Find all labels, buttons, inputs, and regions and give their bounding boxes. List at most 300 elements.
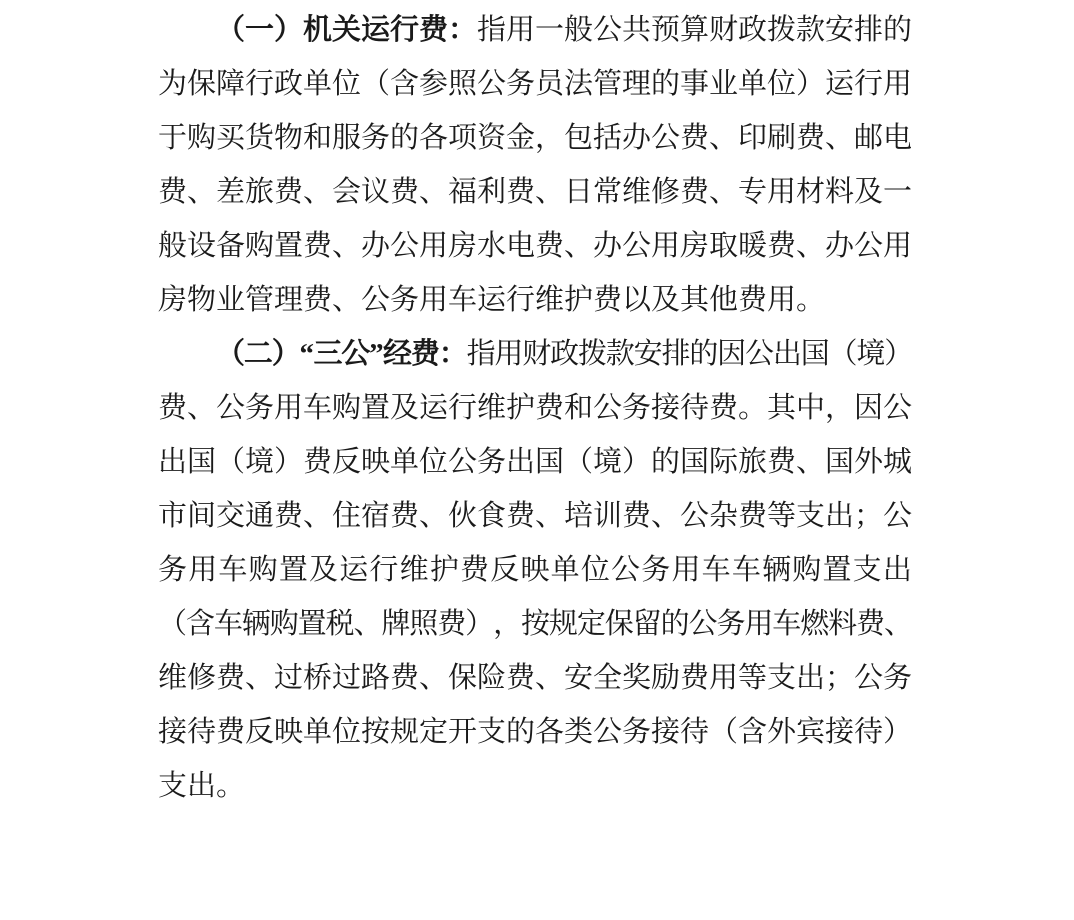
- body-char: 排: [661, 338, 691, 370]
- body-char: 保: [187, 68, 217, 100]
- body-char: 预: [651, 14, 681, 46]
- body-char: 公: [745, 338, 775, 370]
- body-char: ）: [274, 446, 304, 478]
- body-char: 刷: [767, 122, 797, 154]
- heading-char: ：: [438, 338, 468, 370]
- body-char: 辆: [241, 608, 271, 640]
- body-char: 费: [437, 608, 467, 640]
- body-char: 市: [158, 500, 188, 532]
- body-char: 辆: [762, 554, 792, 586]
- body-char: 接: [158, 716, 188, 748]
- body-char: 境: [856, 338, 886, 370]
- body-char: 过: [274, 662, 304, 694]
- body-char: 车: [731, 554, 761, 586]
- body-char: 公: [448, 446, 478, 478]
- body-char: （: [361, 68, 391, 100]
- body-char: 单: [738, 68, 768, 100]
- body-char: ，: [493, 608, 523, 640]
- body-char: 材: [796, 176, 826, 208]
- body-char: 、: [419, 500, 449, 532]
- body-char: 位: [332, 68, 362, 100]
- body-char: 险: [477, 662, 507, 694]
- body-char: 、: [709, 176, 739, 208]
- body-char: 旅: [245, 176, 275, 208]
- body-char: （: [709, 716, 739, 748]
- body-char: 及: [390, 392, 420, 424]
- body-char: ）: [622, 446, 652, 478]
- body-char: 政: [274, 68, 304, 100]
- body-char: 设: [187, 230, 217, 262]
- body-char: 运: [339, 554, 369, 586]
- body-char: 财: [522, 338, 552, 370]
- body-char: 费: [767, 446, 797, 478]
- body-char: 单: [550, 554, 580, 586]
- body-char: 置: [822, 554, 852, 586]
- body-char: 置: [297, 608, 327, 640]
- body-char: 反: [332, 446, 362, 478]
- body-char: 出: [158, 446, 188, 478]
- body-char: 费: [767, 230, 797, 262]
- body-char: 城: [883, 446, 913, 478]
- body-char: 、: [535, 500, 565, 532]
- body-char: 参: [419, 68, 449, 100]
- body-char: 用: [744, 608, 774, 640]
- body-char: 维: [622, 176, 652, 208]
- body-char: 训: [593, 500, 623, 532]
- body-char: 安: [633, 338, 663, 370]
- body-char: 用: [651, 230, 681, 262]
- body-char: 牌: [381, 608, 411, 640]
- body-char: 交: [216, 500, 246, 532]
- body-char: 路: [361, 662, 391, 694]
- body-char: 待: [854, 716, 884, 748]
- body-char: 国: [825, 446, 855, 478]
- body-char: 公: [680, 500, 710, 532]
- body-char: 物: [274, 122, 304, 154]
- body-char: 旅: [738, 446, 768, 478]
- body-char: 指: [466, 338, 496, 370]
- heading-char: 机: [303, 14, 333, 46]
- body-char: 维: [477, 392, 507, 424]
- body-char: 保: [448, 662, 478, 694]
- heading-char: ”: [369, 338, 384, 370]
- body-char: 费: [856, 608, 886, 640]
- body-char: 位: [767, 68, 797, 100]
- body-char: 费: [738, 500, 768, 532]
- body-char: 员: [535, 68, 565, 100]
- body-char: 一: [883, 176, 913, 208]
- text-line-p1-4: [158, 165, 912, 219]
- body-char: 费: [390, 500, 420, 532]
- heading-char: 一: [245, 14, 275, 46]
- body-char: 置: [274, 230, 304, 262]
- body-char: 公: [216, 392, 246, 424]
- body-char: 置: [278, 554, 308, 586]
- body-text: 房物业管理费、公务用车运行维护费以及其他费用。: [158, 284, 826, 316]
- body-char: 外: [854, 446, 884, 478]
- body-char: 支: [477, 716, 507, 748]
- body-char: ）: [796, 68, 826, 100]
- body-char: ）: [884, 338, 914, 370]
- body-char: 、: [564, 230, 594, 262]
- body-char: （: [564, 446, 594, 478]
- body-char: 、: [303, 500, 333, 532]
- body-char: 规: [390, 716, 420, 748]
- body-char: 公: [593, 392, 623, 424]
- body-char: 定: [419, 716, 449, 748]
- body-char: 理: [622, 68, 652, 100]
- body-char: 行: [245, 68, 275, 100]
- body-char: 费: [460, 554, 490, 586]
- body-char: 料: [825, 176, 855, 208]
- body-char: 邮: [854, 122, 884, 154]
- heading-char: （: [216, 14, 246, 46]
- body-char: 车: [213, 608, 243, 640]
- body-char: 公: [622, 230, 652, 262]
- body-char: 暖: [738, 230, 768, 262]
- body-char: 项: [448, 122, 478, 154]
- body-char: 伙: [448, 500, 478, 532]
- body-char: 服: [332, 122, 362, 154]
- body-char: 照: [409, 608, 439, 640]
- body-char: ；: [825, 662, 855, 694]
- body-char: 、: [535, 662, 565, 694]
- body-char: 境: [245, 446, 275, 478]
- body-char: 公: [688, 608, 718, 640]
- body-char: 公: [477, 68, 507, 100]
- body-char: 取: [709, 230, 739, 262]
- heading-char: 经: [383, 338, 413, 370]
- body-char: 印: [738, 122, 768, 154]
- body-char: 置: [361, 392, 391, 424]
- body-char: 算: [680, 14, 710, 46]
- body-char: 务: [641, 554, 671, 586]
- text-line-p2-9: [158, 759, 912, 813]
- body-char: 费: [796, 122, 826, 154]
- body-char: 、: [883, 608, 913, 640]
- body-char: 励: [651, 662, 681, 694]
- text-line-p1-3: [158, 111, 912, 165]
- body-char: 务: [477, 446, 507, 478]
- paragraph-indent: [158, 3, 216, 4]
- heading-char: ：: [448, 14, 478, 46]
- body-char: 出: [506, 446, 536, 478]
- body-char: 的: [689, 338, 719, 370]
- body-char: 备: [216, 230, 246, 262]
- body-char: 公: [593, 716, 623, 748]
- body-char: 其: [767, 392, 797, 424]
- body-char: 包: [564, 122, 594, 154]
- body-char: 费: [274, 176, 304, 208]
- body-char: 各: [419, 122, 449, 154]
- body-char: 宿: [361, 500, 391, 532]
- body-char: 务: [158, 554, 188, 586]
- body-char: 水: [477, 230, 507, 262]
- text-line-p1-5: [158, 219, 912, 273]
- body-char: 福: [448, 176, 478, 208]
- body-char: 办: [825, 230, 855, 262]
- body-char: 桥: [303, 662, 333, 694]
- body-char: 务: [622, 392, 652, 424]
- body-char: 日: [564, 176, 594, 208]
- body-char: 奖: [622, 662, 652, 694]
- body-char: 购: [187, 122, 217, 154]
- body-char: ）: [883, 716, 913, 748]
- body-char: 法: [564, 68, 594, 100]
- body-char: 用: [671, 554, 701, 586]
- body-char: 用: [274, 392, 304, 424]
- body-char: 公: [651, 122, 681, 154]
- body-char: 培: [564, 500, 594, 532]
- body-char: 指: [477, 14, 507, 46]
- body-char: 住: [332, 500, 362, 532]
- heading-char: 二: [243, 338, 273, 370]
- body-char: 、: [419, 176, 449, 208]
- body-char: 资: [477, 122, 507, 154]
- body-char: 公: [390, 230, 420, 262]
- body-char: 务: [716, 608, 746, 640]
- body-char: 务: [883, 662, 913, 694]
- heading-char: ）: [274, 14, 304, 46]
- body-char: 车: [218, 554, 248, 586]
- body-char: 外: [767, 716, 797, 748]
- body-char: 境: [593, 446, 623, 478]
- body-char: 般: [158, 230, 188, 262]
- body-char: 用: [188, 554, 218, 586]
- body-char: 国: [800, 338, 830, 370]
- body-char: 政: [550, 338, 580, 370]
- body-char: 、: [796, 446, 826, 478]
- body-char: 公: [611, 554, 641, 586]
- heading-char: 费: [410, 338, 440, 370]
- body-char: ；: [854, 500, 884, 532]
- body-char: 费: [680, 176, 710, 208]
- body-char: 公: [883, 392, 913, 424]
- body-char: 管: [593, 68, 623, 100]
- body-char: 用: [883, 230, 913, 262]
- text-line-p1-6: [158, 273, 912, 327]
- heading-char: 关: [332, 14, 362, 46]
- body-char: 购: [269, 608, 299, 640]
- text-line-p2-5: [158, 543, 912, 597]
- text-line-p2-2: [158, 381, 912, 435]
- body-char: 单: [303, 68, 333, 100]
- body-char: 映: [274, 716, 304, 748]
- body-char: 待: [680, 392, 710, 424]
- body-char: 办: [622, 122, 652, 154]
- body-char: 费: [680, 122, 710, 154]
- body-char: 开: [448, 716, 478, 748]
- body-char: 和: [303, 122, 333, 154]
- body-char: 公: [854, 230, 884, 262]
- body-char: 等: [767, 500, 797, 532]
- body-char: 中: [796, 392, 826, 424]
- body-char: 般: [564, 14, 594, 46]
- body-char: 买: [216, 122, 246, 154]
- body-char: 务: [245, 392, 275, 424]
- body-char: 和: [564, 392, 594, 424]
- body-char: 款: [605, 338, 635, 370]
- body-char: 位: [332, 716, 362, 748]
- body-char: 务: [361, 122, 391, 154]
- body-char: 修: [651, 176, 681, 208]
- body-char: 定: [576, 608, 606, 640]
- body-char: 房: [448, 230, 478, 262]
- body-char: 财: [709, 14, 739, 46]
- body-char: 用: [419, 230, 449, 262]
- body-char: 房: [680, 230, 710, 262]
- body-char: 事: [680, 68, 710, 100]
- heading-char: 公: [341, 338, 371, 370]
- body-char: 接: [825, 716, 855, 748]
- body-char: 料: [828, 608, 858, 640]
- body-char: 、: [419, 662, 449, 694]
- text-line-p1-1: [158, 3, 912, 57]
- text-line-p2-8: [158, 705, 912, 759]
- body-char: 费: [709, 392, 739, 424]
- body-char: 费: [303, 446, 333, 478]
- body-char: 杂: [709, 500, 739, 532]
- heading-char: 行: [390, 14, 420, 46]
- body-char: 务: [506, 68, 536, 100]
- body-char: 公: [854, 662, 884, 694]
- body-char: 差: [216, 176, 246, 208]
- body-char: 含: [738, 716, 768, 748]
- body-char: 费: [216, 716, 246, 748]
- body-char: 行: [448, 392, 478, 424]
- body-char: 行: [369, 554, 399, 586]
- document-text-block: [158, 3, 912, 813]
- body-char: 费: [506, 176, 536, 208]
- body-char: 燃: [800, 608, 830, 640]
- body-char: 货: [245, 122, 275, 154]
- body-char: 际: [709, 446, 739, 478]
- body-char: 电: [506, 230, 536, 262]
- body-char: 用: [767, 176, 797, 208]
- body-char: 维: [158, 662, 188, 694]
- body-char: 、: [796, 230, 826, 262]
- body-char: 议: [361, 176, 391, 208]
- body-char: 的: [660, 608, 690, 640]
- body-char: 、: [535, 176, 565, 208]
- body-char: 费: [390, 662, 420, 694]
- body-char: 、: [353, 608, 383, 640]
- body-char: 护: [429, 554, 459, 586]
- body-char: 护: [506, 392, 536, 424]
- body-char: 会: [332, 176, 362, 208]
- body-char: 税: [325, 608, 355, 640]
- body-char: 待: [680, 716, 710, 748]
- body-char: 单: [303, 716, 333, 748]
- heading-char: 三: [313, 338, 343, 370]
- body-char: 购: [792, 554, 822, 586]
- body-char: 电: [883, 122, 913, 154]
- body-char: 排: [854, 14, 884, 46]
- body-char: 及: [309, 554, 339, 586]
- body-char: 映: [361, 446, 391, 478]
- heading-char: “: [299, 338, 315, 370]
- body-char: （: [158, 608, 188, 640]
- body-text: 支出。: [158, 770, 246, 802]
- text-line-p1-2: [158, 57, 912, 111]
- body-char: 规: [548, 608, 578, 640]
- body-char: 费: [216, 662, 246, 694]
- body-char: 费: [274, 500, 304, 532]
- body-char: 。: [738, 392, 768, 424]
- body-char: 利: [477, 176, 507, 208]
- body-char: 、: [245, 662, 275, 694]
- body-char: 安: [564, 662, 594, 694]
- body-char: （: [216, 446, 246, 478]
- text-line-p2-7: [158, 651, 912, 705]
- body-char: 、: [187, 392, 217, 424]
- heading-char: 运: [361, 14, 391, 46]
- body-char: 、: [187, 176, 217, 208]
- body-char: 过: [332, 662, 362, 694]
- body-char: 国: [680, 446, 710, 478]
- body-char: 食: [477, 500, 507, 532]
- body-char: 的: [506, 716, 536, 748]
- text-line-p2-3: [158, 435, 912, 489]
- body-char: 款: [796, 14, 826, 46]
- body-char: 出: [772, 338, 802, 370]
- heading-char: 费: [419, 14, 449, 46]
- body-char: 支: [767, 662, 797, 694]
- body-char: 接: [651, 716, 681, 748]
- body-char: 费: [506, 500, 536, 532]
- body-char: 共: [622, 14, 652, 46]
- body-char: 含: [390, 68, 420, 100]
- body-char: 、: [303, 176, 333, 208]
- body-char: 一: [535, 14, 565, 46]
- body-char: 维: [399, 554, 429, 586]
- body-char: 障: [216, 68, 246, 100]
- body-char: 用: [506, 14, 536, 46]
- body-char: 政: [738, 14, 768, 46]
- body-char: 拨: [577, 338, 607, 370]
- body-char: 含: [185, 608, 215, 640]
- body-char: 费: [535, 392, 565, 424]
- body-char: 拨: [767, 14, 797, 46]
- body-char: 购: [245, 230, 275, 262]
- text-line-p2-6: [158, 597, 912, 651]
- body-char: 宾: [796, 716, 826, 748]
- body-char: 费: [506, 662, 536, 694]
- body-char: 费: [680, 662, 710, 694]
- heading-char: （: [216, 338, 246, 370]
- body-char: 务: [622, 716, 652, 748]
- body-char: 出: [882, 554, 912, 586]
- paragraph-indent: [158, 327, 216, 328]
- body-char: （: [828, 338, 858, 370]
- body-char: 费: [158, 176, 188, 208]
- body-char: 的: [883, 14, 913, 46]
- body-char: 费: [390, 176, 420, 208]
- body-char: 按: [361, 716, 391, 748]
- body-char: 位: [580, 554, 610, 586]
- body-char: 通: [245, 500, 275, 532]
- body-char: 、: [709, 122, 739, 154]
- body-char: 反: [490, 554, 520, 586]
- body-char: 留: [632, 608, 662, 640]
- body-char: 用: [709, 662, 739, 694]
- body-char: 安: [825, 14, 855, 46]
- text-line-p2-1: [158, 327, 912, 381]
- body-char: 保: [604, 608, 634, 640]
- body-char: 按: [520, 608, 550, 640]
- body-char: 各: [535, 716, 565, 748]
- body-char: 单: [390, 446, 420, 478]
